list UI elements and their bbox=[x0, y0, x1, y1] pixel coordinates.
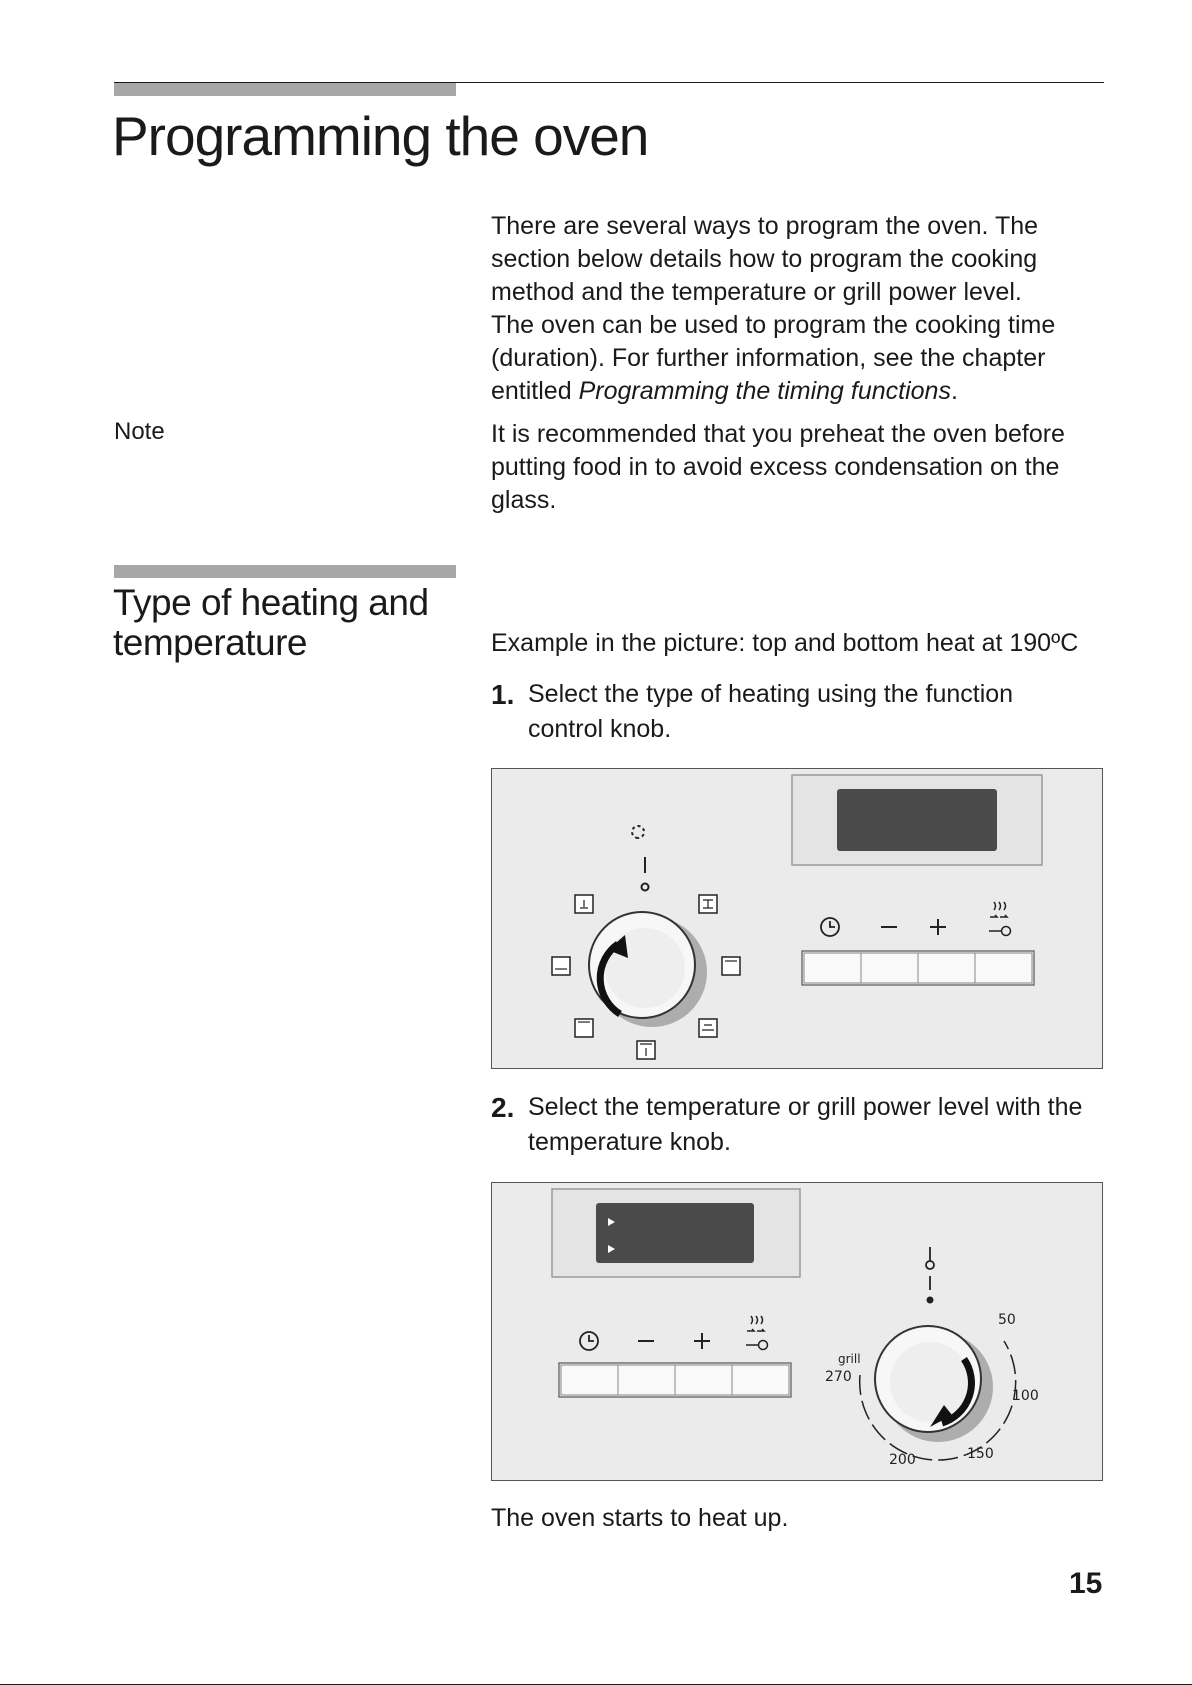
note-text bbox=[491, 418, 1111, 517]
note-line: glass. bbox=[491, 486, 557, 514]
display-screen bbox=[837, 789, 997, 851]
plus-icon bbox=[694, 1333, 710, 1349]
oven-panel-illustration-2 bbox=[492, 1183, 1102, 1480]
example-text: Example in the picture: top and bottom heat at 190ºC bbox=[491, 629, 1079, 657]
temperature-marker bbox=[927, 1297, 934, 1304]
section-title: Type of heating and temperature bbox=[113, 582, 429, 663]
intro-line: section below details how to program the cooking bbox=[491, 245, 1038, 273]
figure-temperature-knob bbox=[491, 1182, 1103, 1481]
bottom-heat-icon bbox=[552, 957, 570, 975]
top-heat-icon bbox=[722, 957, 740, 975]
rapid-heat-button[interactable] bbox=[975, 953, 1032, 983]
pizza-setting-icon bbox=[699, 1019, 717, 1037]
page-title: Programming the oven bbox=[112, 105, 649, 167]
thermometer-icon bbox=[926, 1247, 934, 1290]
step-number: 2. bbox=[491, 1092, 515, 1123]
minus-button[interactable] bbox=[861, 953, 918, 983]
scale-label-270: 270 bbox=[825, 1369, 852, 1385]
knob-face bbox=[605, 928, 685, 1008]
plus-button[interactable] bbox=[675, 1365, 732, 1395]
clock-button[interactable] bbox=[561, 1365, 618, 1395]
title-bar bbox=[114, 83, 456, 96]
section-bar bbox=[114, 565, 456, 578]
timer-clock-icon bbox=[580, 1332, 598, 1350]
header-rule bbox=[114, 82, 1104, 83]
chapter-reference: Programming the timing functions bbox=[578, 377, 951, 405]
note-line: putting food in to avoid excess condensation on the bbox=[491, 453, 1060, 481]
intro-line: The oven can be used to program the cooking time bbox=[491, 311, 1056, 339]
rapid-heat-childlock-icon bbox=[989, 902, 1011, 936]
clock-button[interactable] bbox=[804, 953, 861, 983]
step-2: 2. Select the temperature or grill power level with the temperature knob. bbox=[491, 1092, 1083, 1156]
page-number: 15 bbox=[1069, 1567, 1103, 1600]
rapid-heat-button[interactable] bbox=[732, 1365, 789, 1395]
rapid-heat-icon bbox=[632, 826, 648, 890]
scale-label-100: 100 bbox=[1012, 1388, 1039, 1404]
note-line: It is recommended that you preheat the oven before bbox=[491, 420, 1065, 448]
scale-label-grill: grill bbox=[838, 1352, 861, 1366]
outro-text: The oven starts to heat up. bbox=[491, 1504, 789, 1532]
step-1: 1. Select the type of heating using the function control knob. bbox=[491, 679, 1014, 743]
plus-icon bbox=[930, 919, 946, 935]
note-label: Note bbox=[114, 418, 165, 445]
intro-paragraph bbox=[491, 210, 1111, 408]
intro-line-last: entitled Programming the timing functions. bbox=[491, 377, 958, 405]
plus-button[interactable] bbox=[918, 953, 975, 983]
figure-function-knob bbox=[491, 768, 1103, 1069]
step-number: 1. bbox=[491, 679, 515, 710]
intro-line: method and the temperature or grill power level. bbox=[491, 278, 1022, 306]
scale-label-200: 200 bbox=[889, 1452, 916, 1468]
oven-panel-illustration-1 bbox=[492, 769, 1102, 1068]
rapid-heat-childlock-icon bbox=[746, 1316, 768, 1350]
scale-label-150: 150 bbox=[967, 1446, 994, 1462]
display-screen bbox=[596, 1203, 754, 1263]
timer-clock-icon bbox=[821, 918, 839, 936]
minus-button[interactable] bbox=[618, 1365, 675, 1395]
intro-line: There are several ways to program the oven. The bbox=[491, 212, 1039, 240]
scale-label-50: 50 bbox=[998, 1312, 1016, 1328]
intro-line: (duration). For further information, see the chapter bbox=[491, 344, 1046, 372]
